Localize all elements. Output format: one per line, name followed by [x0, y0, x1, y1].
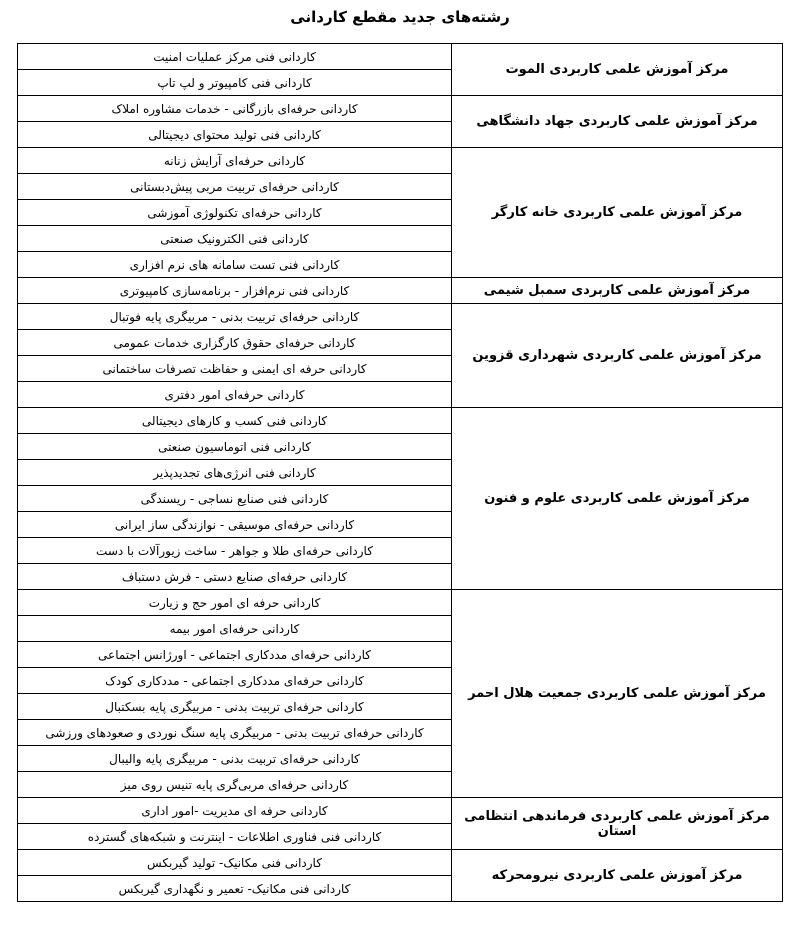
course-name: کاردانی حرفه‌ای آرایش زنانه [18, 148, 452, 174]
center-name: مرکز آموزش علمی کاربردی علوم و فنون [452, 408, 783, 590]
course-name: کاردانی فنی تست سامانه های نرم افزاری [18, 252, 452, 278]
course-name: کاردانی فنی کامپیوتر و لپ تاپ [18, 70, 452, 96]
course-name: کاردانی حرفه ای مدیریت -امور اداری [18, 798, 452, 824]
course-name: کاردانی حرفه‌ای تکنولوژی آموزشی [18, 200, 452, 226]
course-name: کاردانی حرفه‌ای مددکاری اجتماعی - مددکاری کودک [18, 668, 452, 694]
programs-table-body [18, 44, 783, 902]
center-name: مرکز آموزش علمی کاربردی جمعیت هلال احمر [452, 590, 783, 798]
course-name: کاردانی حرفه ای ایمنی و حفاظت تصرفات ساختمانی [18, 356, 452, 382]
course-name: کاردانی فنی کسب و کارهای دیجیتالی [18, 408, 452, 434]
course-name: کاردانی حرفه ای امور حج و زیارت [18, 590, 452, 616]
course-name: کاردانی حرفه‌ای امور دفتری [18, 382, 452, 408]
course-name: کاردانی حرفه‌ای امور بیمه [18, 616, 452, 642]
course-name: کاردانی فنی الکترونیک صنعتی [18, 226, 452, 252]
course-name: کاردانی فنی مکانیک- تولید گیربکس [18, 850, 452, 876]
course-name: کاردانی حرفه‌ای بازرگانی - خدمات مشاوره املاک [18, 96, 452, 122]
center-name: مرکز آموزش علمی کاربردی جهاد دانشگاهی [452, 96, 783, 148]
course-name: کاردانی حرفه‌ای موسیقی - نوازندگی ساز ایرانی [18, 512, 452, 538]
course-name: کاردانی فنی تولید محتوای دیجیتالی [18, 122, 452, 148]
course-name: کاردانی حرفه‌ای تربیت بدنی - مربیگری پایه فوتبال [18, 304, 452, 330]
course-name: کاردانی حرفه‌ای صنایع دستی - فرش دستباف [18, 564, 452, 590]
course-name: کاردانی حرفه‌ای تربیت بدنی - مربیگری پایه والیبال [18, 746, 452, 772]
center-name: مرکز آموزش علمی کاربردی خانه کارگر [452, 148, 783, 278]
center-name: مرکز آموزش علمی کاربردی نیرومحرکه [452, 850, 783, 902]
course-name: کاردانی فنی مرکز عملیات امنیت [18, 44, 452, 70]
table-row [18, 590, 783, 616]
center-name: مرکز آموزش علمی کاربردی شهرداری قزوین [452, 304, 783, 408]
table-row [18, 96, 783, 122]
course-name: کاردانی حرفه‌ای طلا و جواهر - ساخت زیورآلات با دست [18, 538, 452, 564]
page-title: رشته‌های جدید مقطع کاردانی [290, 8, 510, 26]
table-row [18, 850, 783, 876]
course-name: کاردانی فنی مکانیک- تعمیر و نگهداری گیربکس [18, 876, 452, 902]
table-row [18, 44, 783, 70]
table-row [18, 148, 783, 174]
course-name: کاردانی حرفه‌ای تربیت بدنی - مربیگری پایه بسکتبال [18, 694, 452, 720]
course-name: کاردانی فنی اتوماسیون صنعتی [18, 434, 452, 460]
course-name: کاردانی حرفه‌ای حقوق کارگزاری خدمات عمومی [18, 330, 452, 356]
center-name: مرکز آموزش علمی کاربردی الموت [452, 44, 783, 96]
course-name: کاردانی فنی نرم‌افزار - برنامه‌سازی کامپیوتری [18, 278, 452, 304]
course-name: کاردانی فنی انرژی‌های تجدیدپذیر [18, 460, 452, 486]
table-row [18, 278, 783, 304]
table-row [18, 798, 783, 824]
course-name: کاردانی حرفه‌ای مربی‌گری پایه تنیس روی میز [18, 772, 452, 798]
course-name: کاردانی حرفه‌ای تربیت مربی پیش‌دبستانی [18, 174, 452, 200]
center-name: مرکز آموزش علمی کاربردی سمبل شیمی [452, 278, 783, 304]
course-name: کاردانی فنی فناوری اطلاعات - اینترنت و شبکه‌های گسترده [18, 824, 452, 850]
table-row [18, 408, 783, 434]
course-name: کاردانی حرفه‌ای مددکاری اجتماعی - اورژانس اجتماعی [18, 642, 452, 668]
table-row [18, 304, 783, 330]
course-name: کاردانی حرفه‌ای تربیت بدنی - مربیگری پایه سنگ نوردی و صعودهای ورزشی [18, 720, 452, 746]
programs-table [17, 43, 783, 902]
center-name: مرکز آموزش علمی کاربردی فرماندهی انتظامی استان [452, 798, 783, 850]
course-name: کاردانی فنی صنایع نساجی - ریسندگی [18, 486, 452, 512]
